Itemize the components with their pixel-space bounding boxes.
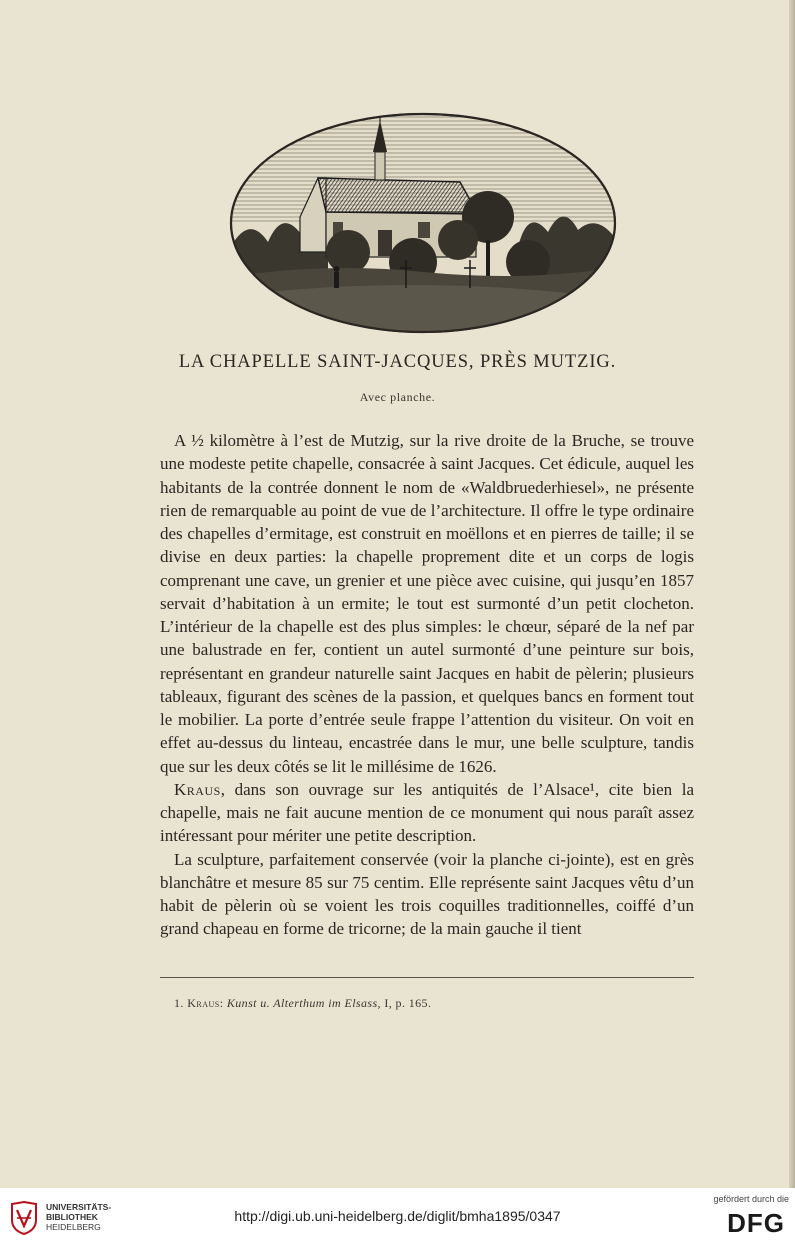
viewer-footer	[0, 1188, 795, 1246]
page-title: LA CHAPELLE SAINT-JACQUES, PRÈS MUTZIG.	[178, 352, 617, 372]
footnote-number: 1.	[174, 996, 184, 1010]
paragraph: A ½ kilomètre à l’est de Mutzig, sur la rive droite de la Bruche, se trouve une modeste petite chapelle, consacrée à saint Jacques. Cet édicule, auquel les habitants de la contrée donnent le nom de «Waldbruederhiesel», ne présente rien de remarquable au point de vue de l’architecture. Il offre le type ordinaire des chapelles d’ermitage, est construit en moëllons et en pierres de taille; il se divise en deux parties: la chapelle proprement dite et un corps de logis comprenant une cave, un grenier et une pièce avec cuisine, qui jusqu’en 1857 servait d’habitation à un ermite; le tout est surmonté d’un petit clocheton. L’intérieur de la chapelle est des plus simples: le chœur, séparé de la nef par une balustrade en fer, contient un autel surmonté d’une peinture sur bois, représentant en grandeur naturelle saint Jacques en habit de pèlerin; plusieurs tableaux, figurant des scènes de la passion, et quelques bancs en forment tout le mobilier. La porte d’entrée seule frappe l’attention du visiteur. On voit en effet au-dessus du linteau, encastrée dans le mur, une belle sculpture, tandis que sur les deux côtés se lit le millésime de 1626.	[160, 431, 694, 776]
footnote-author: Kraus	[187, 996, 220, 1010]
chapel-vignette-illustration	[228, 112, 618, 334]
footnote: 1. Kraus: Kunst u. Alterthum im Elsass, I, p. 165.	[174, 996, 432, 1010]
paragraph	[160, 778, 694, 848]
author-name: Kraus	[174, 779, 221, 799]
permalink-url[interactable]: http://digi.ub.uni-heidelberg.de/diglit/bmha1895/0347	[234, 1208, 561, 1224]
article-body	[160, 429, 694, 941]
footnote-work: Kunst u. Alterthum im Elsass	[226, 996, 378, 1010]
paragraph-text: , dans son ouvrage sur les antiquités de l’Alsace¹, cite bien la chapelle, mais ne fait aucune mention de ce monument qui nous paraît assez intéressant pour mériter une petite description.	[160, 779, 694, 846]
library-name-line: BIBLIOTHEK	[46, 1212, 98, 1222]
footnote-divider	[160, 977, 694, 978]
paragraph: La sculpture, parfaitement conservée (voir la planche ci-jointe), est en grès blanchâtre et mesure 85 sur 75 centim. Elle représente saint Jacques vêtu d’un habit de pèlerin où se voient les trois coquilles traditionnelles, coiffé d’un grand chapeau en forme de tricorne; de la main gauche il tient	[160, 849, 694, 939]
library-name-line: UNIVERSITÄTS-	[46, 1202, 112, 1212]
footnote-ref: , I, p. 165.	[377, 996, 432, 1010]
dfg-logo: DFG	[727, 1208, 785, 1238]
library-name-line: HEIDELBERG	[46, 1222, 101, 1232]
page-edge	[789, 0, 795, 1188]
funded-by-label: gefördert durch die	[713, 1194, 789, 1204]
page-subtitle: Avec planche.	[359, 390, 436, 404]
